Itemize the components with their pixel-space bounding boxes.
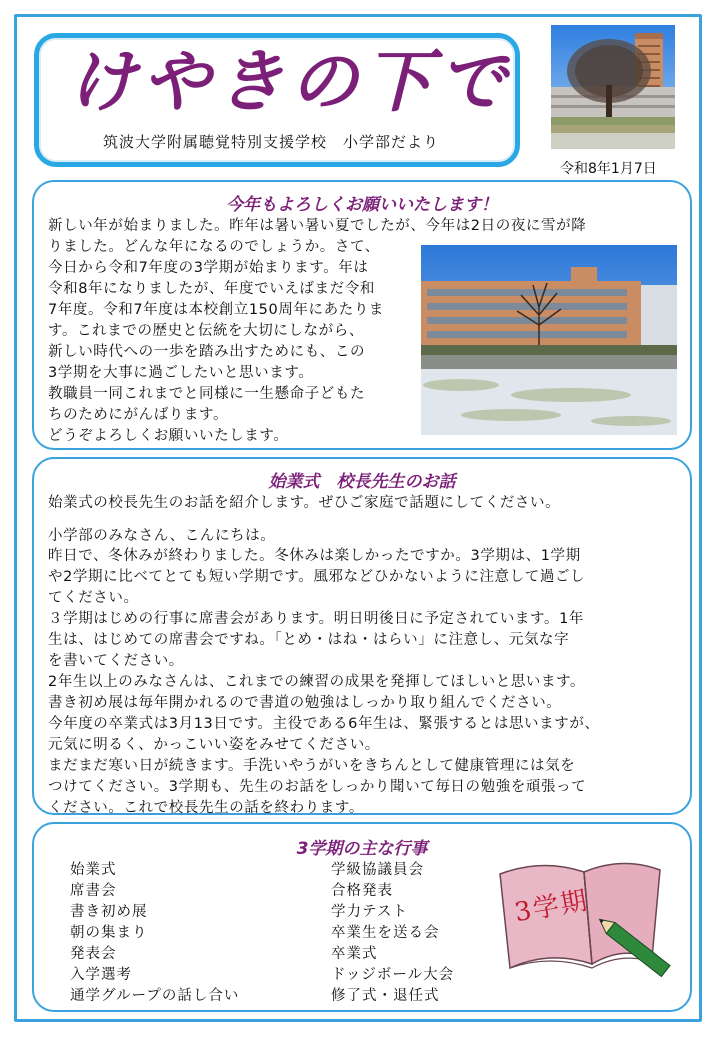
principal-line: 小学部のみなさん、こんにちは。 [48, 528, 276, 544]
greeting-line: ちのためにがんばります。 [48, 407, 229, 423]
principal-heading: 始業式 校長先生のお話 [268, 472, 456, 492]
greeting-line: 7年度。令和7年度は本校創立150周年にあたりま [48, 302, 385, 318]
event-item: 合格発表 [331, 883, 393, 899]
principal-line: ３学期はじめの行事に席書会があります。明日明後日に予定されています。1年 [48, 611, 585, 627]
events-heading: 3学期の主な行事 [296, 839, 428, 859]
newsletter-subtitle: 筑波大学附属聴覚特別支援学校 小学部だより [103, 133, 440, 151]
greeting-line: す。これまでの歴史と伝統を大切にしながら、 [48, 323, 364, 339]
principal-line: 今年度の卒業式は3月13日です。主役である6年生は、緊張するとは思いますが、 [48, 716, 600, 732]
event-item: 卒業生を送る会 [331, 925, 440, 941]
principal-line: ください。これで校長先生の話を終わります。 [48, 800, 364, 816]
principal-line: や2学期に比べてとても短い学期です。風邪などひかないように注意して過ごし [48, 569, 586, 585]
greeting-line: 令和8年になりましたが、年度でいえばまだ令和 [48, 281, 375, 297]
principal-line: まだまだ寒い日が続きます。手洗いやうがいをきちんとして健康管理には気を [48, 758, 576, 774]
principal-line: 昨日で、冬休みが終わりました。冬休みは楽しかったですか。3学期は、1学期 [48, 548, 581, 564]
greeting-line: 3学期を大事に過ごしたいと思います。 [48, 365, 314, 381]
event-item: ドッジボール大会 [331, 967, 455, 983]
event-item: 朝の集まり [70, 925, 148, 941]
event-item: 発表会 [70, 946, 117, 962]
greeting-line: どうぞよろしくお願いいたします。 [48, 428, 289, 444]
principal-line: つけてください。3学期も、先生のお話をしっかり聞いて毎日の勉強を頑張って [48, 779, 587, 795]
event-item: 卒業式 [331, 946, 378, 962]
greeting-line: 今日から令和7年度の3学期が始まります。年は [48, 260, 369, 276]
book-pencil-illustration [492, 846, 682, 982]
greeting-line: 教職員一同これまでと同様に一生懸命子どもた [48, 386, 366, 402]
keyaki-tree-photo [551, 25, 675, 149]
principal-intro: 始業式の校長先生のお話を紹介します。ぜひご家庭で話題にしてください。 [48, 495, 561, 511]
event-item: 書き初め展 [70, 904, 148, 920]
event-item: 通学グループの話し合い [70, 988, 240, 1004]
event-item: 修了式・退任式 [331, 988, 440, 1004]
event-item: 学力テスト [331, 904, 408, 920]
principal-line: 書き初め展は毎年開かれるので書道の勉強はしっかり取り組んでください。 [48, 695, 562, 711]
greeting-line: 新しい時代への一歩を踏み出すためにも、この [48, 344, 366, 360]
event-item: 学級協議員会 [331, 862, 424, 878]
issue-date: 令和8年1月7日 [560, 161, 657, 177]
event-item: 席書会 [70, 883, 117, 899]
greeting-heading: 今年もよろしくお願いいたします！ [226, 195, 498, 215]
book-label: 3学期 [512, 885, 592, 929]
event-item: 入学選考 [70, 967, 132, 983]
principal-line: 元気に明るく、かっこいい姿をみせてください。 [48, 737, 380, 753]
greeting-line: りました。どんな年になるのでしょうか。さて、 [48, 239, 380, 255]
newsletter-title: けやきの下で [68, 42, 513, 122]
event-item: 始業式 [70, 862, 117, 878]
school-building-photo [421, 245, 677, 435]
principal-line: を書いてください。 [48, 653, 184, 669]
principal-line: 生は、はじめての席書会ですね。「とめ・はね・はらい」に注意し、元気な字 [48, 632, 570, 648]
greeting-line: 新しい年が始まりました。昨年は暑い暑い夏でしたが、今年は2日の夜に雪が降 [48, 218, 587, 234]
principal-line: てください。 [48, 590, 139, 606]
principal-line: 2年生以上のみなさんは、これまでの練習の成果を発揮してほしいと思います。 [48, 674, 586, 690]
